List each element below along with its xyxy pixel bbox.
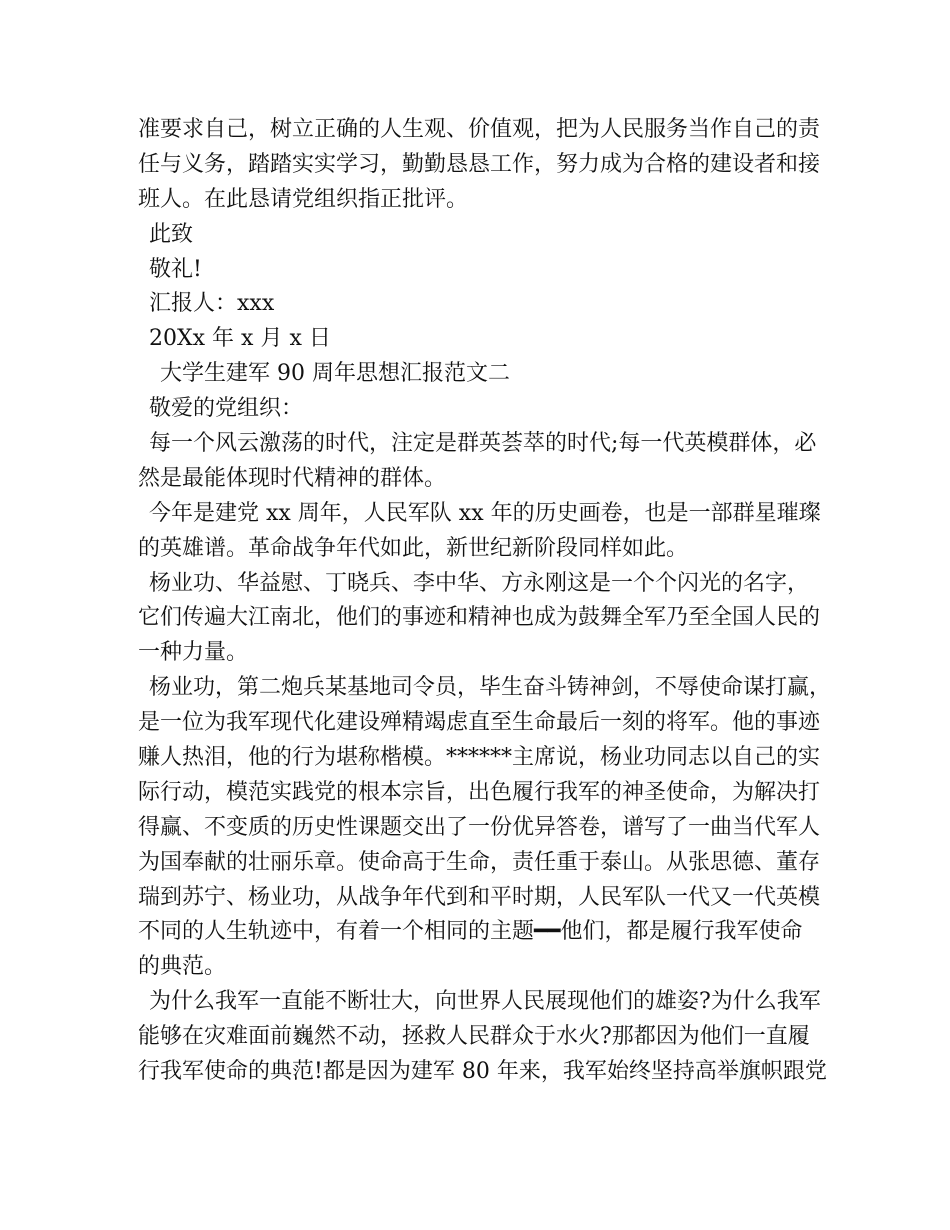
text-line: 得赢、不变质的历史性课题交出了一份优异答卷，谱写了一曲当代军人: [138, 814, 821, 840]
text-line: 杨业功，第二炮兵某基地司令员，毕生奋斗铸神剑，不辱使命谋打赢，: [149, 675, 832, 701]
text-line: 的英雄谱。革命战争年代如此，新世纪新阶段同样如此。: [138, 535, 689, 561]
text-line: 此致: [149, 221, 194, 247]
text-line: 今年是建党 xx 周年，人民军队 xx 年的历史画卷，也是一部群星璀璨: [149, 500, 821, 526]
text-line: 杨业功、华益慰、丁晓兵、李中华、方永刚这是一个个闪光的名字，: [149, 570, 810, 596]
text-line: 一种力量。: [138, 640, 249, 666]
text-line: 的典范。: [138, 954, 227, 980]
text-line: 汇报人：xxx: [149, 291, 275, 317]
text-line: 是一位为我军现代化建设殚精竭虑直至生命最后一刻的将军。他的事迹: [138, 710, 821, 736]
text-line: 大学生建军 90 周年思想汇报范文二: [160, 361, 510, 387]
text-line: 准要求自己，树立正确的人生观、价值观，把为人民服务当作自己的责: [138, 117, 821, 142]
text-line: 任与义务，踏踏实实学习，勤勤恳恳工作，努力成为合格的建设者和接: [138, 151, 821, 177]
text-line: 20Xx 年 x 月 x 日: [149, 326, 331, 352]
text-line: 为什么我军一直能不断壮大，向世界人民展现他们的雄姿?为什么我军: [149, 989, 821, 1015]
text-line: 班人。在此恳请党组织指正批评。: [138, 186, 469, 212]
text-line: 每一个风云激荡的时代，注定是群英荟萃的时代;每一代英模群体，必: [149, 431, 817, 457]
text-line: 际行动，模范实践党的根本宗旨，出色履行我军的神圣使命，为解决打: [138, 779, 821, 805]
text-line: 瑞到苏宁、杨业功，从战争年代到和平时期，人民军队一代又一代英模: [138, 884, 821, 910]
document-page: [138, 113, 832, 1090]
text-line: 敬礼!: [149, 256, 202, 282]
text-line: 为国奉献的壮丽乐章。使命高于生命，责任重于泰山。从张思德、董存: [138, 849, 821, 875]
text-line: 敬爱的党组织：: [149, 396, 304, 422]
text-line: 然是最能体现时代精神的群体。: [138, 465, 447, 491]
text-line: 它们传遍大江南北，他们的事迹和精神也成为鼓舞全军乃至全国人民的: [138, 605, 821, 631]
text-line: 赚人热泪，他的行为堪称楷模。******主席说，杨业功同志以自己的实: [138, 745, 821, 771]
text-line: 不同的人生轨迹中，有着一个相同的主题━━他们，都是履行我军使命: [138, 919, 803, 945]
text-line: 能够在灾难面前巍然不动，拯救人民群众于水火?那都因为他们一直履: [138, 1024, 810, 1050]
text-line: 行我军使命的典范!都是因为建军 80 年来，我军始终坚持高举旗帜跟党: [138, 1059, 827, 1085]
